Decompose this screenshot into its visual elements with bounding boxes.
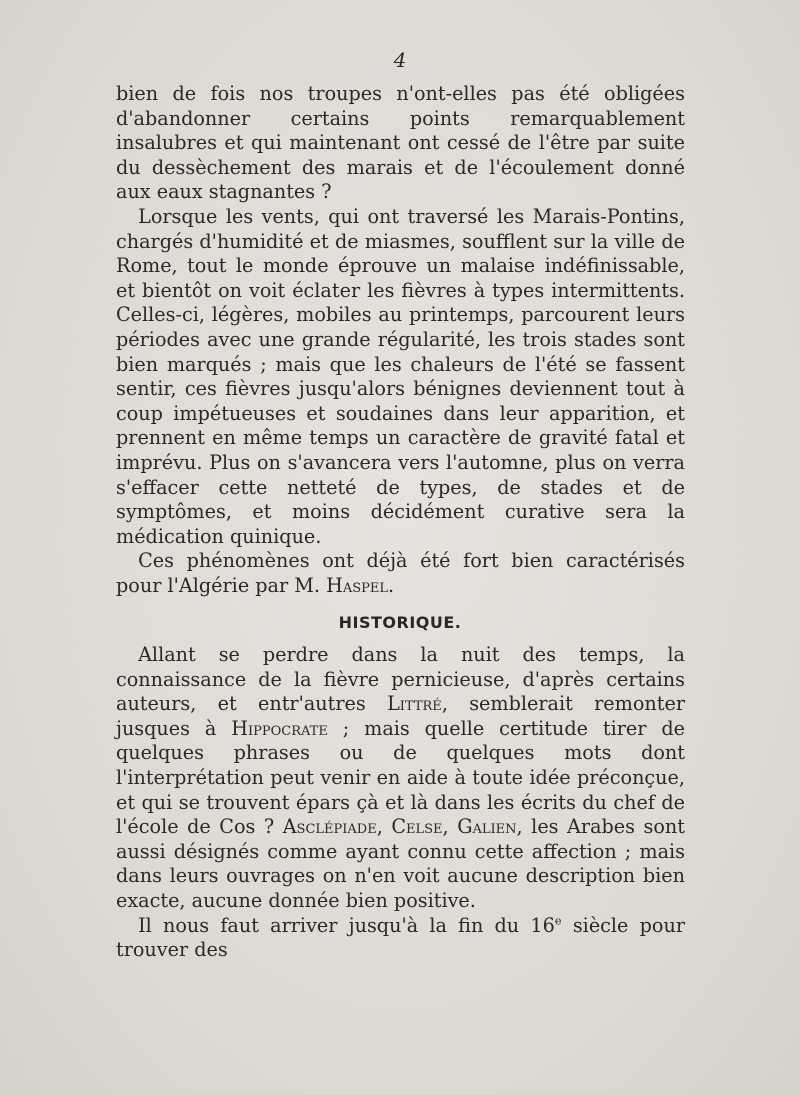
author-hippocrate: Hippocrate: [231, 716, 328, 740]
author-asclepiade: Asclépiade: [282, 815, 377, 839]
author-littre: Littré: [387, 692, 442, 716]
author-galien: Galien: [457, 815, 517, 839]
author-celse: Celse: [391, 815, 443, 839]
historique-sep-1: ,: [376, 815, 392, 839]
century-superscript: e: [554, 913, 562, 928]
last-text-after: siècle pour trouver des: [116, 913, 685, 962]
historique-part-3: ; mais quelle certitude tirer de quelques phrases ou de quelques mots dont l'interprétation peut venir en aide à toute idée préconçue, et qui se trouvent épars çà et là dans les écrits du chef de l'école de Cos ?: [116, 716, 685, 839]
historique-part-1: Allant se perdre dans la nuit des temps, la connaissance de la fièvre pernicieuse, d'après certains auteurs, et entr'autres: [116, 643, 685, 716]
historique-part-2: , semblerait remonter jusques à: [116, 692, 686, 740]
haspel-text-before: Ces phénomènes ont déjà été fort bien caractérisés pour l'Algérie par M.: [116, 549, 685, 597]
last-text-before: Il nous faut arriver jusqu'à la fin du 16: [138, 913, 555, 937]
body-text-historique: [116, 643, 685, 963]
section-heading: HISTORIQUE.: [338, 613, 462, 632]
paragraph-continuation: bien de fois nos troupes n'ont-elles pas été obligées d'abandonner certains points remarquablement insalubres et qui maintenant ont cessé de l'être par suite du dessèchement des marais et de l'écoulement donné aux eaux stagnantes ?: [116, 82, 685, 204]
historique-sep-2: ,: [442, 815, 458, 839]
paragraph-haspel: [116, 549, 685, 598]
body-text-top: [116, 82, 685, 598]
paragraph-last: [116, 914, 685, 963]
paragraph-marais-pontins: Lorsque les vents, qui ont traversé les Marais-Pontins, chargés d'humidité et de miasmes, soufflent sur la ville de Rome, tout le monde éprouve un malaise indéfinissable, et bientôt on voit éclater les fièvres à types intermittents. Celles-ci, légères, mobiles au printemps, parcourent leurs périodes avec une grande régularité, les trois stades sont bien marqués ; mais que les chaleurs de l'été se fassent sentir, ces fièvres jusqu'alors bénignes deviennent tout à coup impétueuses et soudaines dans leur apparition, et prennent en même temps un caractère de gravité fatal et imprévu. Plus on s'avancera vers l'automne, plus on verra s'effacer cette netteté de types, de stades et de symptômes, et moins décidément curative sera la médication quinique.: [116, 204, 685, 548]
historique-part-4: , les Arabes sont aussi désignés comme ayant connu cette affection ; mais dans leurs ouvrages on n'en voit aucune description bien exacte, aucune donnée bien positive.: [116, 815, 685, 912]
page-number: 4: [393, 48, 407, 72]
haspel-text-after: .: [388, 573, 395, 597]
paragraph-historique: [116, 643, 685, 914]
author-haspel: Haspel: [326, 573, 389, 597]
